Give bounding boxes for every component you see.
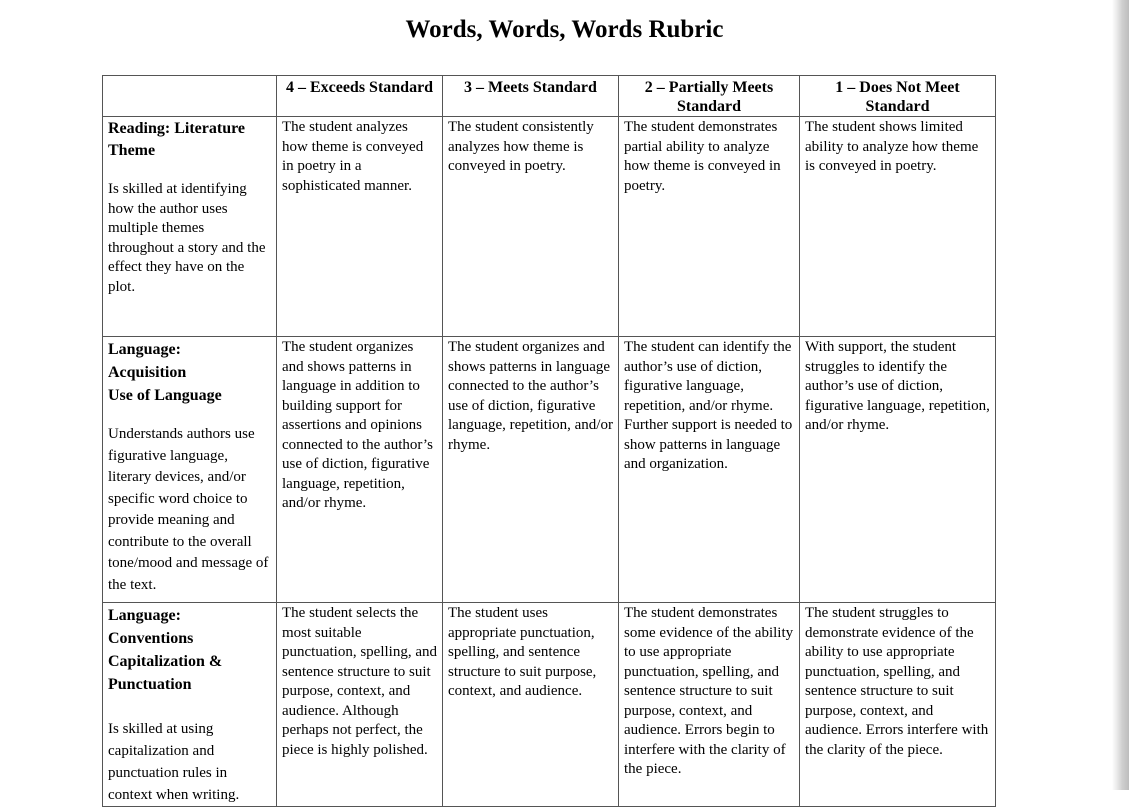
table-row xyxy=(103,603,996,807)
header-cell-level-1: 1 – Does Not Meet Standard xyxy=(800,76,996,117)
level-1-cell: The student shows limited ability to analyze how theme is conveyed in poetry. xyxy=(800,117,996,337)
header-cell-level-4: 4 – Exceeds Standard xyxy=(277,76,443,117)
criterion-title-line: Reading: Literature xyxy=(108,120,246,137)
criterion-description: Understands authors use figurative language, literary devices, and/or specific word choice to provide meaning and contribute to the overall tone/mood and message of the text. xyxy=(108,426,269,593)
page-edge-shadow xyxy=(1112,0,1129,790)
level-2-cell: The student demonstrates some evidence of the ability to use appropriate punctuation, spelling, and sentence structure to suit purpose, context, and audience. Errors begin to interfere with the clarity of the piece. xyxy=(619,603,800,807)
table-row xyxy=(103,117,996,337)
level-4-cell: The student organizes and shows patterns in language in addition to building support for assertions and opinions connected to the author’s use of diction, figurative language, repetition, and/or rhyme. xyxy=(277,337,443,603)
criterion-title-line: Language: xyxy=(108,607,181,624)
criterion-title-line: Theme xyxy=(108,142,156,159)
criterion-title-line: Acquisition xyxy=(108,364,187,381)
criterion-title-line: Capitalization & xyxy=(108,653,223,670)
criterion-cell xyxy=(103,603,277,807)
level-3-cell: The student uses appropriate punctuation, spelling, and sentence structure to suit purpose, context, and audience. xyxy=(443,603,619,807)
criterion-title-line: Punctuation xyxy=(108,676,192,693)
header-cell-criteria xyxy=(103,76,277,117)
header-row xyxy=(103,76,996,117)
header-cell-level-3: 3 – Meets Standard xyxy=(443,76,619,117)
criterion-title-line: Conventions xyxy=(108,630,194,647)
criterion-description: Is skilled at identifying how the author uses multiple themes throughout a story and the effect they have on the plot. xyxy=(108,181,266,295)
criterion-description: Is skilled at using capitalization and punctuation rules in context when writing. xyxy=(108,721,240,803)
criterion-cell xyxy=(103,337,277,603)
criterion-title xyxy=(108,338,271,407)
level-4-cell: The student analyzes how theme is conveyed in poetry in a sophisticated manner. xyxy=(277,117,443,337)
level-3-cell: The student organizes and shows patterns in language connected to the author’s use of diction, figurative language, repetition, and/or rhyme. xyxy=(443,337,619,603)
header-cell-level-2: 2 – Partially Meets Standard xyxy=(619,76,800,117)
criterion-title xyxy=(108,118,271,162)
level-1-cell: With support, the student struggles to identify the author’s use of diction, figurative language, repetition, and/or rhyme. xyxy=(800,337,996,603)
rubric-table xyxy=(102,75,996,807)
level-2-cell: The student can identify the author’s use of diction, figurative language, repetition, and/or rhyme. Further support is needed to show patterns in language and organization. xyxy=(619,337,800,603)
table-row xyxy=(103,337,996,603)
criterion-title-line: Language: xyxy=(108,341,181,358)
criterion-title xyxy=(108,604,271,696)
level-2-cell: The student demonstrates partial ability to analyze how theme is conveyed in poetry. xyxy=(619,117,800,337)
level-3-cell: The student consistently analyzes how theme is conveyed in poetry. xyxy=(443,117,619,337)
criterion-title-line: Use of Language xyxy=(108,387,222,404)
level-1-cell: The student struggles to demonstrate evidence of the ability to use appropriate punctuation, spelling, and sentence structure to suit purpose, context, and audience. Errors interfere with the clarity of the piece. xyxy=(800,603,996,807)
level-4-cell: The student selects the most suitable punctuation, spelling, and sentence structure to suit purpose, context, and audience. Although perhaps not perfect, the piece is highly polished. xyxy=(277,603,443,807)
criterion-cell xyxy=(103,117,277,337)
document-title: Words, Words, Words Rubric xyxy=(405,16,724,43)
